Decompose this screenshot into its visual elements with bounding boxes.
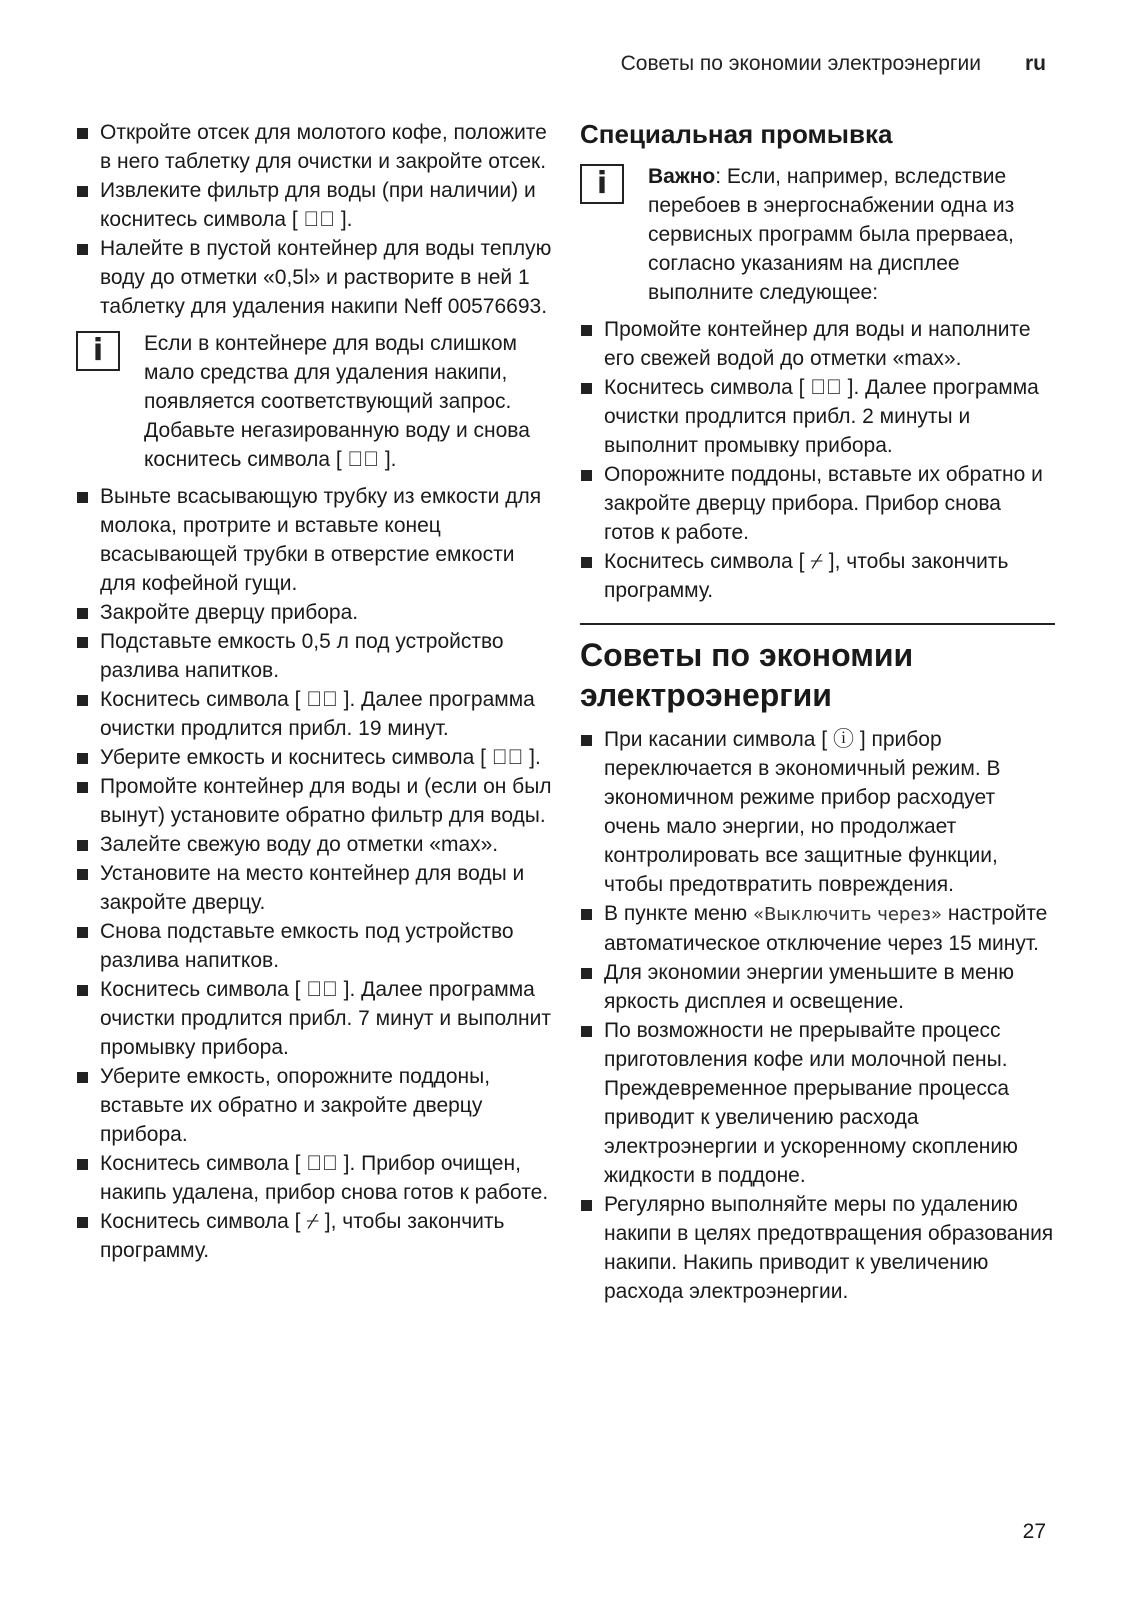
list-item bbox=[76, 685, 556, 743]
item-text: Промойте контейнер для воды и (если он был вынут) установите обратно фильтр для воды. bbox=[100, 775, 552, 827]
left-column bbox=[76, 118, 556, 1265]
bullet-icon bbox=[581, 968, 592, 979]
list-item bbox=[580, 725, 1055, 899]
list-item bbox=[76, 830, 556, 859]
bullet-icon bbox=[581, 735, 592, 746]
bullet-icon bbox=[581, 1026, 592, 1037]
header-title: Советы по экономии электроэнергии bbox=[620, 52, 981, 75]
list-item bbox=[580, 958, 1055, 1016]
page-number: 27 bbox=[1022, 1520, 1046, 1543]
item-text: Налейте в пустой контейнер для воды теплую воду до отметки «0,5l» и растворите в ней 1 таблетку для удаления накипи Neff 00576693. bbox=[100, 237, 552, 318]
info-icon: i bbox=[76, 331, 120, 371]
list-item bbox=[76, 859, 556, 917]
note-text: Если в контейнере для воды слишком мало средства для удаления накипи, появляется соответствующий запрос. Добавьте негазированную воду и снова коснитесь символа [ ▷⃝ ]. bbox=[144, 332, 530, 471]
list-item bbox=[76, 482, 556, 598]
bullet-icon bbox=[581, 1200, 592, 1211]
item-text: Промойте контейнер для воды и наполните его свежей водой до отметки «max». bbox=[604, 318, 1031, 370]
list-item bbox=[76, 975, 556, 1062]
bullet-icon bbox=[77, 128, 88, 139]
bullet-icon bbox=[581, 557, 592, 568]
bullet-icon bbox=[77, 869, 88, 880]
list-item bbox=[76, 1149, 556, 1207]
item-text: Закройте дверцу прибора. bbox=[100, 601, 359, 624]
item-text: настройте автоматическое отключение через 15 минут. bbox=[604, 902, 1048, 955]
list-item bbox=[76, 1062, 556, 1149]
item-text: Уберите емкость и коснитесь символа [ ▷⃝ ]. bbox=[100, 746, 541, 769]
bullet-icon bbox=[77, 985, 88, 996]
list-item bbox=[580, 460, 1055, 547]
list-item bbox=[580, 1190, 1055, 1306]
list-item bbox=[580, 547, 1055, 605]
language-code: ru bbox=[1025, 52, 1046, 75]
bullet-icon bbox=[77, 840, 88, 851]
list-item bbox=[580, 315, 1055, 373]
bullet-icon bbox=[77, 1217, 88, 1228]
list-item bbox=[76, 772, 556, 830]
bullet-icon bbox=[581, 909, 592, 920]
energy-tips-list bbox=[580, 725, 1055, 1306]
menu-term: «Выключить через» bbox=[752, 904, 942, 925]
bullet-icon bbox=[77, 244, 88, 255]
item-text: Коснитесь символа [ ⌿ ], чтобы закончить программу. bbox=[100, 1210, 505, 1262]
item-text: Для экономии энергии уменьшите в меню яркость дисплея и освещение. bbox=[604, 961, 1014, 1013]
note-important-label: Важно bbox=[648, 165, 716, 188]
item-text: При касании символа [ ⓘ ] прибор переключается в экономичный режим. В экономичном режиме прибор расходует очень мало энергии, но продолжает контролировать все защитные функции, чтобы предотвратить повреждения. bbox=[604, 728, 1001, 896]
item-text: Коснитесь символа [ ⌿ ], чтобы закончить программу. bbox=[604, 550, 1009, 602]
item-text: Коснитесь символа [ ▷⃝ ]. Далее программа очистки продлится прибл. 19 минут. bbox=[100, 688, 535, 740]
right-steps-1 bbox=[580, 315, 1055, 605]
bullet-icon bbox=[581, 383, 592, 394]
item-text: Уберите емкость, опорожните поддоны, вставьте их обратно и закройте дверцу прибора. bbox=[100, 1065, 491, 1146]
bullet-icon bbox=[77, 1159, 88, 1170]
right-column bbox=[580, 118, 1055, 1306]
item-text: Извлеките фильтр для воды (при наличии) и коснитесь символа [ ▷⃝ ]. bbox=[100, 179, 536, 231]
left-steps-1 bbox=[76, 118, 556, 321]
list-item bbox=[580, 899, 1055, 958]
list-item bbox=[76, 627, 556, 685]
chapter-divider bbox=[580, 623, 1055, 625]
item-text: Коснитесь символа [ ▷⃝ ]. Далее программа очистки продлится прибл. 2 минуты и выполнит промывку прибора. bbox=[604, 376, 1039, 457]
bullet-icon bbox=[77, 782, 88, 793]
chapter-title: Советы по экономии электроэнергии bbox=[580, 637, 914, 713]
bullet-icon bbox=[581, 325, 592, 336]
item-text: Залейте свежую воду до отметки «max». bbox=[100, 833, 499, 856]
item-text: Откройте отсек для молотого кофе, положите в него таблетку для очистки и закройте отсек. bbox=[100, 121, 547, 173]
item-text: Снова подставьте емкость под устройство разлива напитков. bbox=[100, 920, 514, 972]
list-item bbox=[580, 373, 1055, 460]
bullet-icon bbox=[77, 492, 88, 503]
bullet-icon bbox=[77, 608, 88, 619]
list-item bbox=[76, 234, 556, 321]
info-note-right bbox=[580, 162, 1055, 307]
bullet-icon bbox=[77, 637, 88, 648]
bullet-icon bbox=[77, 753, 88, 764]
section-title: Специальная промывка bbox=[580, 119, 893, 149]
list-item bbox=[76, 118, 556, 176]
item-text: Коснитесь символа [ ▷⃝ ]. Прибор очищен, накипь удалена, прибор снова готов к работе. bbox=[100, 1152, 549, 1204]
info-note-left bbox=[76, 329, 556, 474]
list-item bbox=[76, 598, 556, 627]
item-text: Регулярно выполняйте меры по удалению накипи в целях предотвращения образования накипи. Накипь приводит к увеличению расхода электроэнергии. bbox=[604, 1193, 1054, 1303]
list-item bbox=[76, 743, 556, 772]
note-text: : Если, например, вследствие перебоев в энергоснабжении одна из сервисных программ была прерваеа, согласно указаниям на дисплее выполните следующее: bbox=[648, 165, 1015, 304]
list-item bbox=[76, 917, 556, 975]
item-text: Установите на место контейнер для воды и закройте дверцу. bbox=[100, 862, 525, 914]
item-text: В пункте меню bbox=[604, 902, 753, 925]
page-header bbox=[621, 52, 1046, 76]
item-text: Выньте всасывающую трубку из емкости для молока, протрите и вставьте конец всасывающей трубки в отверстие емкости для кофейной гущи. bbox=[100, 485, 542, 595]
left-steps-2 bbox=[76, 482, 556, 1265]
item-text: Коснитесь символа [ ▷⃝ ]. Далее программа очистки продлится прибл. 7 минут и выполнит промывку прибора. bbox=[100, 978, 551, 1059]
bullet-icon bbox=[77, 186, 88, 197]
list-item bbox=[580, 1016, 1055, 1190]
item-text: По возможности не прерывайте процесс приготовления кофе или молочной пены. Преждевременное прерывание процесса приводит к увеличению расхода электроэнергии и ускоренному скоплению жидкости в поддоне. bbox=[604, 1019, 1018, 1187]
item-text: Опорожните поддоны, вставьте их обратно и закройте дверцу прибора. Прибор снова готов к работе. bbox=[604, 463, 1043, 544]
info-icon: i bbox=[580, 164, 624, 204]
list-item bbox=[76, 1207, 556, 1265]
list-item bbox=[76, 176, 556, 234]
bullet-icon bbox=[77, 927, 88, 938]
bullet-icon bbox=[77, 695, 88, 706]
bullet-icon bbox=[581, 470, 592, 481]
bullet-icon bbox=[77, 1072, 88, 1083]
item-text: Подставьте емкость 0,5 л под устройство разлива напитков. bbox=[100, 630, 504, 682]
